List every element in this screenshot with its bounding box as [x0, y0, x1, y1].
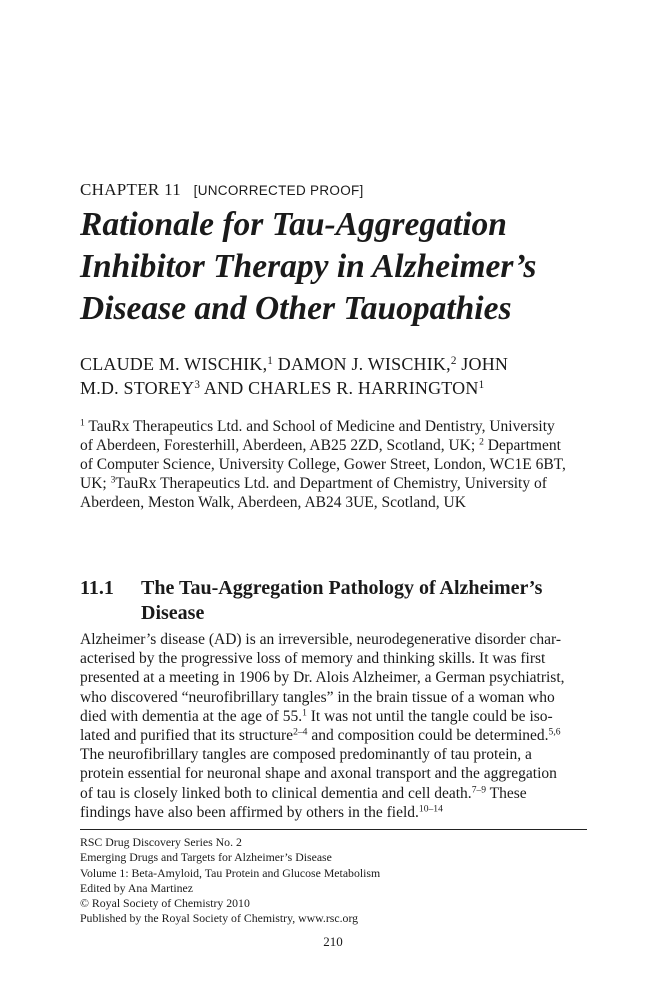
- affiliations: [80, 417, 588, 512]
- text-line: protein essential for neuronal shape and axonal transport and the aggregation: [80, 765, 557, 783]
- text-line: [80, 784, 588, 803]
- text-run: These: [486, 784, 527, 802]
- author-name: DAMON J. WISCHIK,: [273, 354, 451, 374]
- author-name: CLAUDE M. WISCHIK,: [80, 354, 268, 374]
- title-line: Inhibitor Therapy in Alzheimer’s: [80, 248, 537, 285]
- citation-marker: 10–14: [418, 803, 443, 815]
- footer-line: Edited by Ana Martinez: [80, 880, 194, 895]
- publication-footer: [80, 835, 587, 927]
- citation-marker: 2–4: [293, 726, 308, 738]
- citation-marker: 7–9: [471, 784, 487, 796]
- affiliation-line: [80, 417, 588, 436]
- section-number: 11.1: [80, 577, 114, 599]
- affiliation-marker: 2: [479, 436, 484, 448]
- text-line: Alzheimer’s disease (AD) is an irreversible, neurodegenerative disorder char-: [80, 631, 561, 648]
- affiliation-marker: 1: [267, 354, 274, 367]
- citation-marker: 1: [302, 707, 307, 719]
- text-run: lated and purified that its structure: [80, 727, 294, 745]
- author-list: [80, 352, 590, 400]
- affiliation-text: UK;: [80, 475, 111, 492]
- body-paragraph: [80, 630, 588, 822]
- affiliation-text: TauRx Therapeutics Ltd. and Department of Chemistry, University of: [115, 475, 547, 492]
- chapter-number: CHAPTER 11: [80, 180, 182, 199]
- page-number: 210: [323, 934, 343, 949]
- text-run: of tau is closely linked both to clinical dementia and cell death.: [80, 784, 472, 802]
- proof-tag: [UNCORRECTED PROOF]: [193, 183, 364, 198]
- text-line: [80, 726, 588, 745]
- chapter-title: [80, 204, 620, 330]
- author-line: [80, 376, 590, 400]
- author-name: JOHN: [456, 354, 509, 374]
- text-line: who discovered “neurofibrillary tangles” in the brain tissue of a woman who: [80, 688, 555, 706]
- author-name: M.D. STOREY: [80, 378, 195, 398]
- affiliation-text: Department: [483, 437, 561, 454]
- affiliation-marker: 2: [450, 354, 457, 367]
- text-run: died with dementia at the age of 55.: [80, 707, 303, 725]
- footer-line: © Royal Society of Chemistry 2010: [80, 896, 250, 911]
- text-run: and composition could be determined.: [307, 727, 549, 745]
- affiliation-text: of Aberdeen, Foresterhill, Aberdeen, AB25 2ZD, Scotland, UK;: [80, 437, 480, 454]
- section-title: [141, 576, 596, 626]
- text-line: The neurofibrillary tangles are composed predominantly of tau protein, a: [80, 746, 532, 764]
- text-line: presented at a meeting in 1906 by Dr. Alois Alzheimer, a German psychiatrist,: [80, 669, 565, 687]
- footer-line: Published by the Royal Society of Chemistry, www.rsc.org: [80, 911, 359, 926]
- section-title-line: Disease: [141, 602, 205, 624]
- affiliation-line: [80, 436, 588, 455]
- author-name: AND CHARLES R. HARRINGTON: [200, 378, 479, 398]
- affiliation-text: TauRx Therapeutics Ltd. and School of Medicine and Dentistry, University: [84, 418, 555, 435]
- affiliation-marker: 1: [80, 417, 85, 429]
- citation-marker: 5,6: [548, 726, 561, 738]
- text-line: [80, 707, 588, 726]
- footer-line: Volume 1: Beta-Amyloid, Tau Protein and Glucose Metabolism: [80, 865, 381, 880]
- text-line: [80, 803, 588, 822]
- title-line: Disease and Other Tauopathies: [80, 290, 512, 327]
- text-run: findings have also been affirmed by others in the field.: [80, 803, 419, 821]
- affiliation-marker: 3: [194, 378, 201, 391]
- text-line: acterised by the progressive loss of memory and thinking skills. It was first: [80, 650, 546, 668]
- affiliation-marker: 3: [110, 474, 116, 486]
- footer-line: RSC Drug Discovery Series No. 2: [80, 835, 242, 849]
- author-line: [80, 352, 590, 376]
- affiliation-marker: 1: [478, 378, 485, 391]
- title-line: Rationale for Tau-Aggregation: [80, 206, 507, 243]
- section-title-line: The Tau-Aggregation Pathology of Alzheimer’s: [141, 577, 543, 599]
- footer-line: Emerging Drugs and Targets for Alzheimer’s Disease: [80, 850, 332, 865]
- affiliation-line: [80, 474, 588, 493]
- affiliation-line: Aberdeen, Meston Walk, Aberdeen, AB24 3UE, Scotland, UK: [80, 494, 466, 511]
- text-run: It was not until the tangle could be iso-: [306, 707, 553, 725]
- chapter-label: [80, 180, 364, 200]
- affiliation-line: of Computer Science, University College, Gower Street, London, WC1E 6BT,: [80, 456, 566, 473]
- footer-rule: [80, 829, 587, 830]
